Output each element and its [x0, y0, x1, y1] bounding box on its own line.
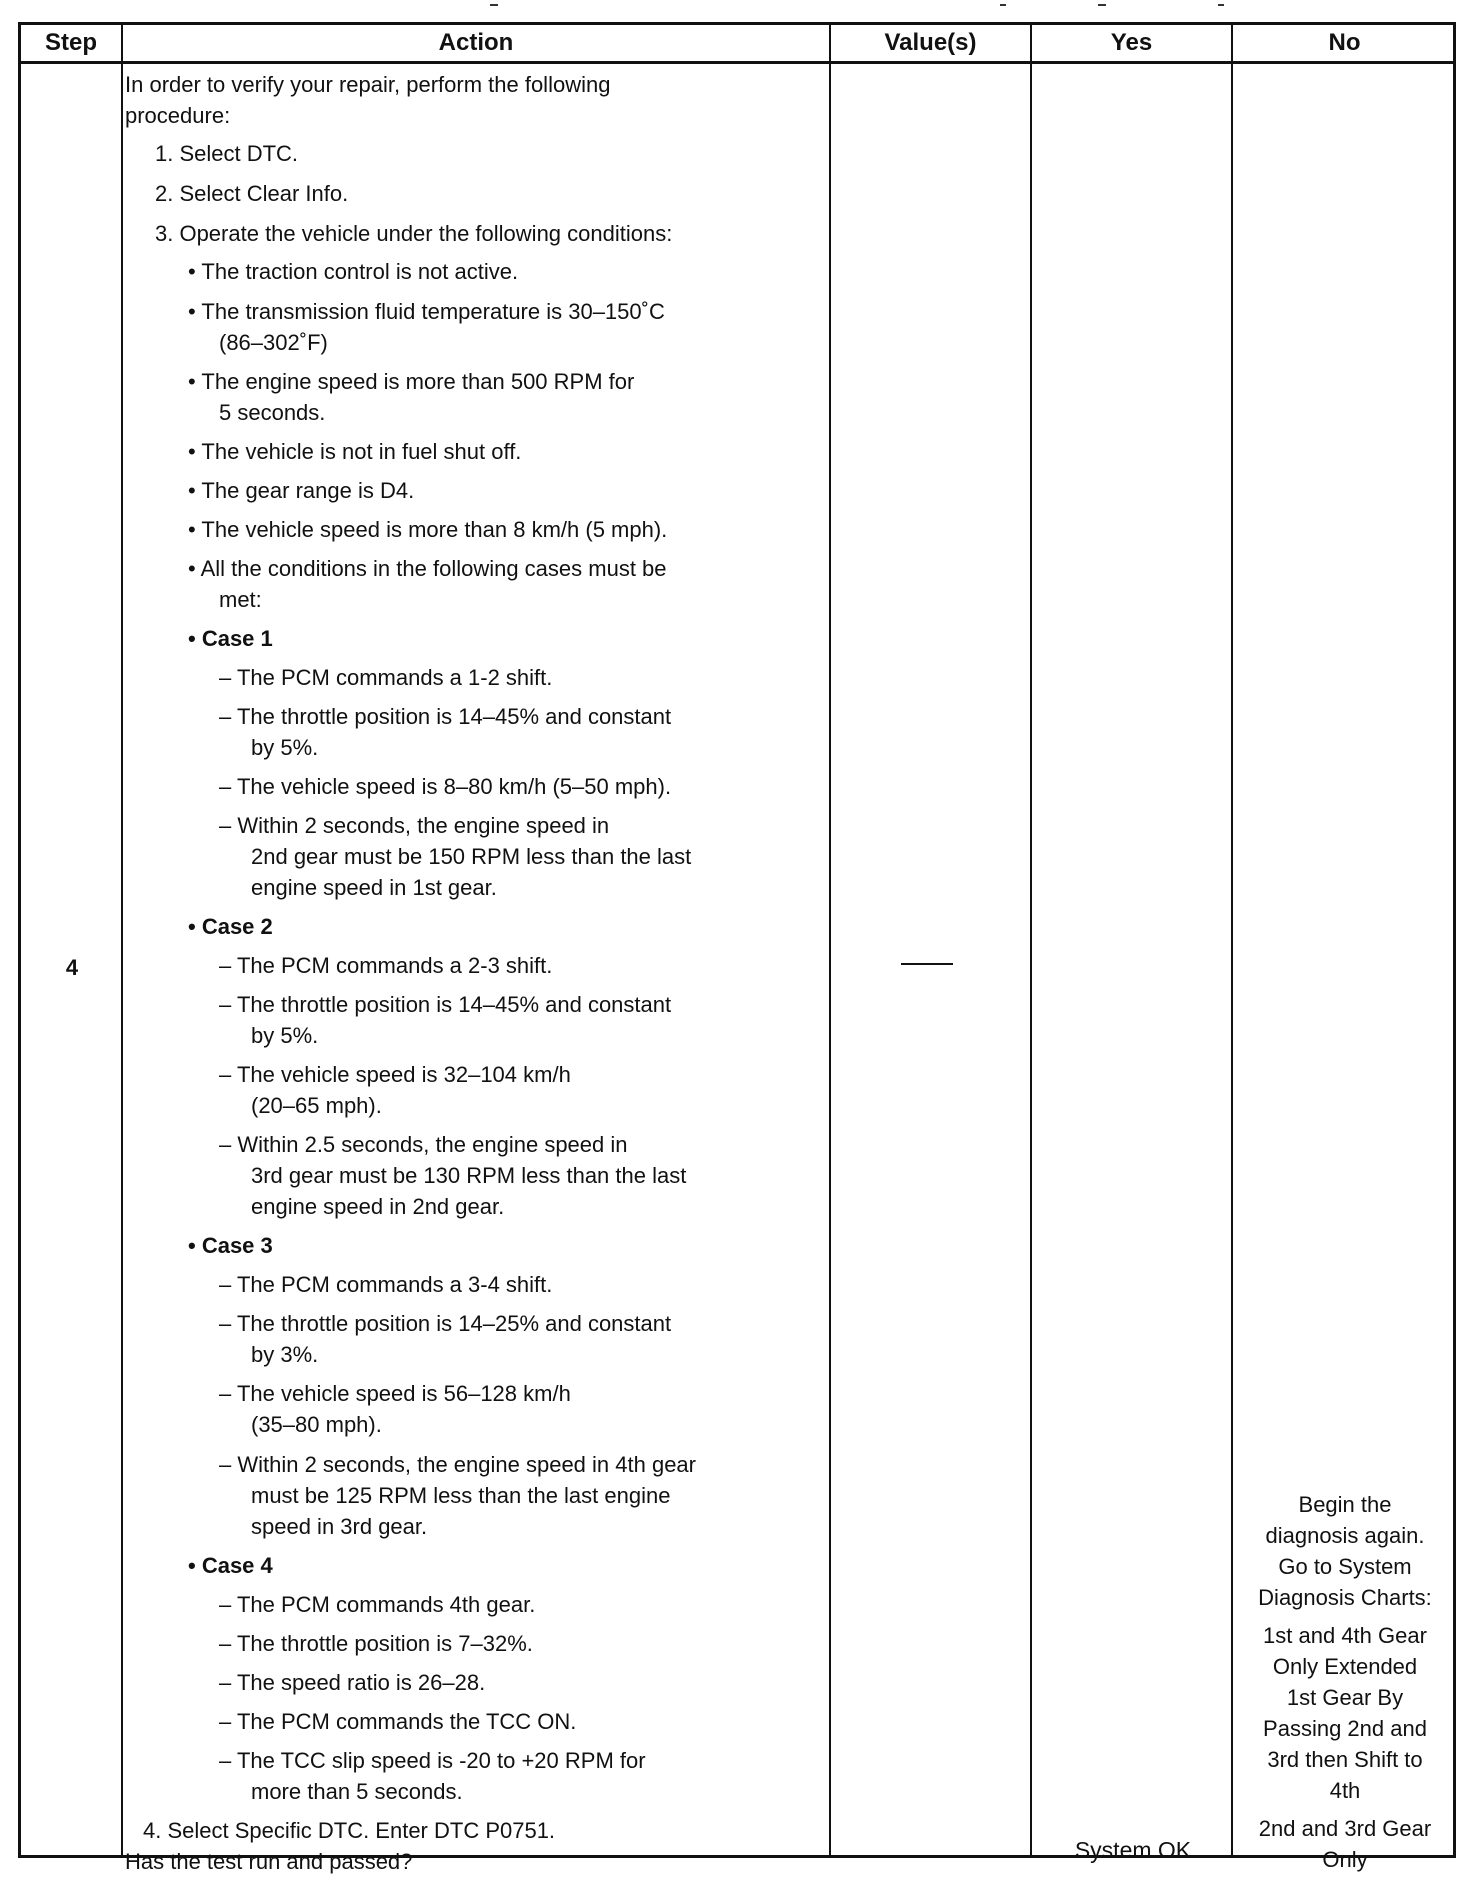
action-line: – The PCM commands a 3-4 shift.	[219, 1272, 553, 1297]
no-result-line: 1st and 4th Gear	[1263, 1623, 1427, 1648]
column-divider	[121, 25, 123, 1855]
action-line: • The vehicle speed is more than 8 km/h (5 mph).	[188, 517, 668, 542]
action-line: 1. Select DTC.	[155, 141, 299, 166]
case-heading: • Case 2	[188, 914, 273, 939]
action-line: – The vehicle speed is 8–80 km/h (5–50 mph).	[219, 774, 672, 799]
header-no: No	[1328, 29, 1361, 56]
action-line: 3. Operate the vehicle under the following conditions:	[155, 221, 673, 246]
action-line: • The vehicle is not in fuel shut off.	[188, 439, 522, 464]
action-line: (35–80 mph).	[251, 1412, 382, 1437]
yes-result: System OK	[1074, 1837, 1192, 1863]
action-line: by 5%.	[251, 1023, 319, 1048]
action-line: • The gear range is D4.	[188, 478, 415, 503]
action-line: 4. Select Specific DTC. Enter DTC P0751.	[143, 1818, 556, 1843]
diagnostic-table	[18, 22, 1456, 1874]
action-line: – The throttle position is 14–25% and constant	[219, 1311, 672, 1336]
no-result-line: Only Extended	[1272, 1654, 1418, 1679]
action-line: • All the conditions in the following cases must be	[188, 556, 667, 581]
no-result-line: Diagnosis Charts:	[1258, 1585, 1432, 1610]
scan-artifact	[490, 4, 498, 6]
action-line: – Within 2 seconds, the engine speed in	[219, 813, 610, 838]
no-result-line: 3rd then Shift to	[1267, 1747, 1423, 1772]
column-divider	[1030, 25, 1032, 1855]
no-result-line: Only	[1322, 1847, 1368, 1872]
column-divider	[829, 25, 831, 1855]
no-result-line: 1st Gear By	[1286, 1685, 1404, 1710]
header-step: Step	[44, 29, 97, 56]
action-line: 5 seconds.	[219, 400, 326, 425]
action-line: (86–302˚F)	[219, 330, 328, 355]
scan-artifact	[1218, 4, 1224, 6]
action-line: – The PCM commands a 1-2 shift.	[219, 665, 553, 690]
action-line: engine speed in 2nd gear.	[251, 1194, 505, 1219]
action-line: more than 5 seconds.	[251, 1779, 463, 1804]
scan-artifact	[1000, 4, 1006, 6]
action-line: – The PCM commands a 2-3 shift.	[219, 953, 553, 978]
action-line: – The throttle position is 14–45% and constant	[219, 704, 672, 729]
question-line: Has the test run and passed?	[125, 1849, 413, 1874]
action-line: (20–65 mph).	[251, 1093, 382, 1118]
action-line: – The vehicle speed is 56–128 km/h	[219, 1381, 571, 1406]
header-values: Value(s)	[884, 29, 977, 56]
action-line: • The traction control is not active.	[188, 259, 519, 284]
no-result-line: Passing 2nd and	[1263, 1716, 1427, 1741]
action-line: by 3%.	[251, 1342, 319, 1367]
action-line: – Within 2.5 seconds, the engine speed in	[219, 1132, 628, 1157]
no-result-line: diagnosis again.	[1265, 1523, 1425, 1548]
action-line: – The PCM commands 4th gear.	[219, 1592, 536, 1617]
action-line: – The throttle position is 14–45% and constant	[219, 992, 672, 1017]
action-line: • The engine speed is more than 500 RPM for	[188, 369, 635, 394]
action-line: – The PCM commands the TCC ON.	[219, 1709, 577, 1734]
action-line: by 5%.	[251, 735, 319, 760]
no-result-line: 2nd and 3rd Gear	[1258, 1816, 1432, 1841]
column-divider	[1231, 25, 1233, 1855]
action-line: • The transmission fluid temperature is 30–150˚C	[188, 299, 665, 324]
action-line: 2. Select Clear Info.	[155, 181, 349, 206]
action-line: procedure:	[125, 103, 231, 128]
action-line: – Within 2 seconds, the engine speed in 4th gear	[219, 1452, 696, 1477]
case-heading: • Case 3	[188, 1233, 273, 1258]
case-heading: • Case 1	[188, 626, 273, 651]
header-action: Action	[438, 29, 514, 56]
action-line: In order to verify your repair, perform the following	[125, 72, 611, 97]
header-divider	[21, 61, 1453, 64]
action-line: – The TCC slip speed is -20 to +20 RPM for	[219, 1748, 646, 1773]
action-line: – The vehicle speed is 32–104 km/h	[219, 1062, 571, 1087]
no-result-line: Begin the	[1298, 1492, 1392, 1517]
scan-artifact	[1098, 4, 1106, 6]
case-heading: • Case 4	[188, 1553, 273, 1578]
action-line: – The throttle position is 7–32%.	[219, 1631, 533, 1656]
value-cell	[901, 963, 953, 965]
action-line: engine speed in 1st gear.	[251, 875, 497, 900]
action-line: must be 125 RPM less than the last engine	[251, 1483, 671, 1508]
action-line: – The speed ratio is 26–28.	[219, 1670, 486, 1695]
action-line: speed in 3rd gear.	[251, 1514, 428, 1539]
no-result-line: 4th	[1329, 1778, 1361, 1803]
action-line: met:	[219, 587, 262, 612]
header-yes: Yes	[1110, 29, 1153, 56]
action-line: 3rd gear must be 130 RPM less than the last	[251, 1163, 687, 1188]
step-number: 4	[65, 955, 79, 980]
no-result-line: Go to System	[1278, 1554, 1412, 1579]
action-line: 2nd gear must be 150 RPM less than the last	[251, 844, 692, 869]
